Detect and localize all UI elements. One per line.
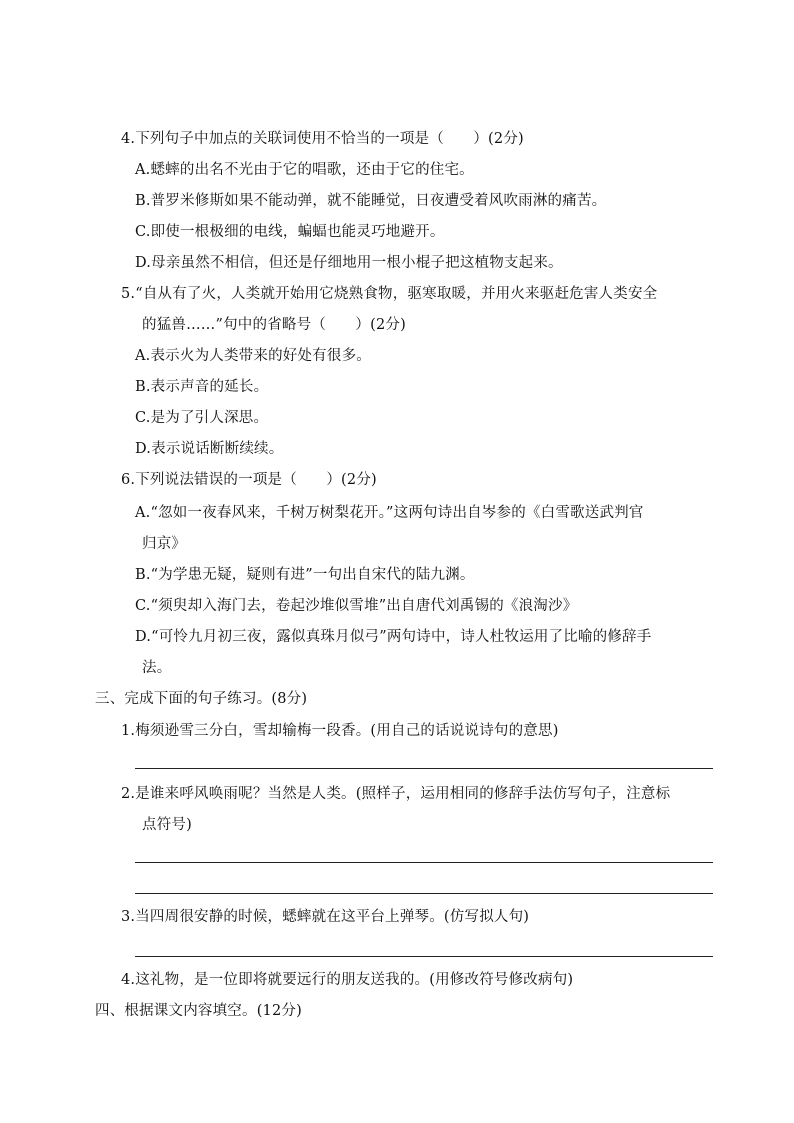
q6-option-a-line1: A.“忽如一夜春风来，千树万树梨花开。”这两句诗出自岑参的《白雪歌送武判官 bbox=[135, 505, 644, 521]
question-5-stem-line2: 的猛兽……”句中的省略号（ ）(2分) bbox=[142, 317, 406, 333]
answer-line-2a[interactable] bbox=[135, 862, 713, 863]
question-4-stem: 4.下列句子中加点的关联词使用不恰当的一项是（ ）(2分) bbox=[121, 131, 524, 147]
answer-line-2b[interactable] bbox=[135, 893, 713, 894]
section-3-item-2-line1: 2.是谁来呼风唤雨呢？当然是人类。(照样子，运用相同的修辞手法仿写句子，注意标 bbox=[121, 786, 671, 802]
question-5-stem-line1: 5.“自从有了火，人类就开始用它烧熟食物，驱寒取暖，并用火来驱赶危害人类安全 bbox=[121, 286, 658, 302]
q5-option-b: B.表示声音的延长。 bbox=[135, 379, 269, 395]
q6-option-d-line2: 法。 bbox=[142, 660, 172, 676]
section-3-item-1: 1.梅须逊雪三分白，雪却输梅一段香。(用自己的话说说诗句的意思) bbox=[121, 723, 559, 739]
q5-option-d: D.表示说话断断续续。 bbox=[135, 441, 284, 457]
q4-option-b: B.普罗米修斯如果不能动弹，就不能睡觉，日夜遭受着风吹雨淋的痛苦。 bbox=[135, 193, 607, 209]
q6-option-c: C.“须臾却入海门去，卷起沙堆似雪堆”出自唐代刘禹锡的《浪淘沙》 bbox=[135, 598, 578, 614]
q4-option-a: A.蟋蟀的出名不光由于它的唱歌，还由于它的住宅。 bbox=[135, 162, 474, 178]
q4-option-c: C.即使一根极细的电线，蝙蝠也能灵巧地避开。 bbox=[135, 224, 445, 240]
q6-option-a-line2: 归京》 bbox=[142, 536, 187, 552]
section-3-item-3: 3.当四周很安静的时候，蟋蟀就在这平台上弹琴。(仿写拟人句) bbox=[121, 909, 530, 925]
q6-option-d-line1: D.“可怜九月初三夜，露似真珠月似弓”两句诗中，诗人杜牧运用了比喻的修辞手 bbox=[135, 629, 652, 645]
question-6-stem: 6.下列说法错误的一项是（ ）(2分) bbox=[121, 472, 377, 488]
q6-option-b: B.“为学患无疑，疑则有进”一句出自宋代的陆九渊。 bbox=[135, 567, 475, 583]
section-3-item-4: 4.这礼物，是一位即将就要远行的朋友送我的。(用修改符号修改病句) bbox=[121, 972, 574, 988]
section-4-title: 四、根据课文内容填空。(12分) bbox=[95, 1003, 302, 1019]
section-3-title: 三、完成下面的句子练习。(8分) bbox=[95, 691, 308, 707]
answer-line-1[interactable] bbox=[135, 768, 713, 769]
answer-line-3[interactable] bbox=[135, 956, 713, 957]
q5-option-c: C.是为了引人深思。 bbox=[135, 410, 269, 426]
section-3-item-2-line2: 点符号) bbox=[142, 817, 192, 833]
q4-option-d: D.母亲虽然不相信，但还是仔细地用一根小棍子把这植物支起来。 bbox=[135, 255, 563, 271]
q5-option-a: A.表示火为人类带来的好处有很多。 bbox=[135, 348, 371, 364]
